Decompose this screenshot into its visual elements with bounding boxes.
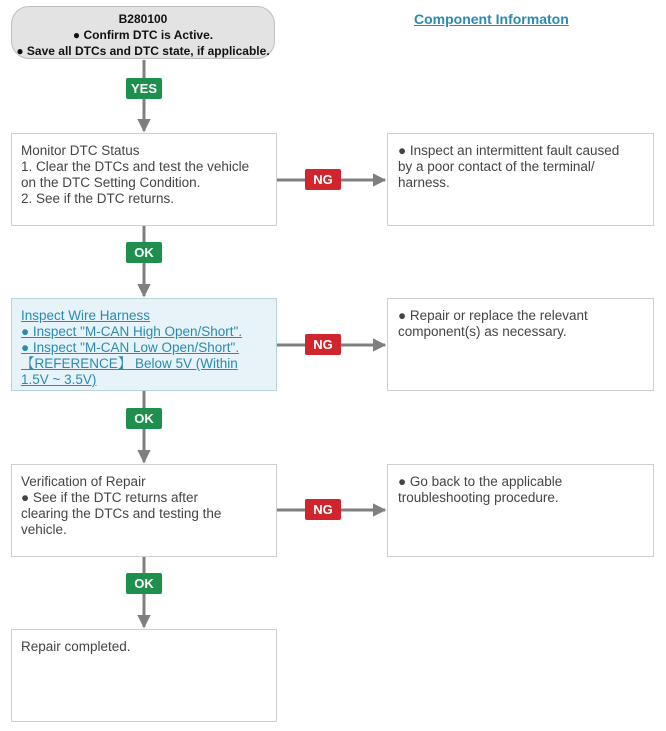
component-information-link[interactable]: Component Informaton: [414, 11, 569, 27]
step2-ng-line-1: ● Repair or replace the relevant: [398, 308, 588, 323]
reference-line-1[interactable]: 【REFERENCE】 Below 5V (Within: [21, 356, 238, 371]
reference-line-2[interactable]: 1.5V ~ 3.5V): [21, 372, 97, 387]
yes-badge: YES: [126, 78, 162, 99]
inspect-mcan-high-link[interactable]: ● Inspect "M-CAN High Open/Short".: [21, 324, 243, 339]
step1-ng-line-2: by a poor contact of the terminal/: [398, 159, 595, 174]
ng-badge-2: NG: [305, 334, 341, 355]
step1-title: Monitor DTC Status: [21, 143, 140, 158]
step2-ng-line-2: component(s) as necessary.: [398, 324, 567, 339]
step1-line-3: 2. See if the DTC returns.: [21, 191, 175, 206]
ok-badge-3: OK: [126, 573, 162, 594]
inspect-mcan-low-link[interactable]: ● Inspect "M-CAN Low Open/Short".: [21, 340, 240, 355]
step-repair-completed: [11, 629, 277, 722]
start-line-1: ● Confirm DTC is Active.: [72, 28, 214, 42]
start-line-2: ● Save all DTCs and DTC state, if applicable.: [16, 44, 270, 58]
dtc-code: B280100: [118, 12, 168, 26]
step-verification-of-repair: [11, 464, 277, 557]
ng-badge-1: NG: [305, 169, 341, 190]
ok-badge-1: OK: [126, 242, 162, 263]
step3-ng-line-2: troubleshooting procedure.: [398, 490, 559, 505]
ng-badge-3: NG: [305, 499, 341, 520]
step-inspect-wire-harness: [11, 298, 277, 391]
step1-ng-action: [387, 133, 654, 226]
step3-line-3: vehicle.: [21, 522, 67, 537]
step3-ng-line-1: ● Go back to the applicable: [398, 474, 563, 489]
step2-ng-action: [387, 298, 654, 391]
step4-text: Repair completed.: [21, 639, 131, 654]
step3-ng-action: [387, 464, 654, 557]
step1-ng-line-3: harness.: [398, 175, 450, 190]
start-node: [11, 6, 275, 59]
step3-title: Verification of Repair: [21, 474, 146, 489]
ok-badge-2: OK: [126, 408, 162, 429]
step1-line-1: 1. Clear the DTCs and test the vehicle: [21, 159, 250, 174]
step3-line-2: clearing the DTCs and testing the: [21, 506, 222, 521]
step1-ng-line-1: ● Inspect an intermittent fault caused: [398, 143, 620, 158]
inspect-wire-harness-link[interactable]: Inspect Wire Harness: [21, 308, 151, 323]
step3-line-1: ● See if the DTC returns after: [21, 490, 198, 505]
step-monitor-dtc-status: [11, 133, 277, 226]
step1-line-2: on the DTC Setting Condition.: [21, 175, 201, 190]
